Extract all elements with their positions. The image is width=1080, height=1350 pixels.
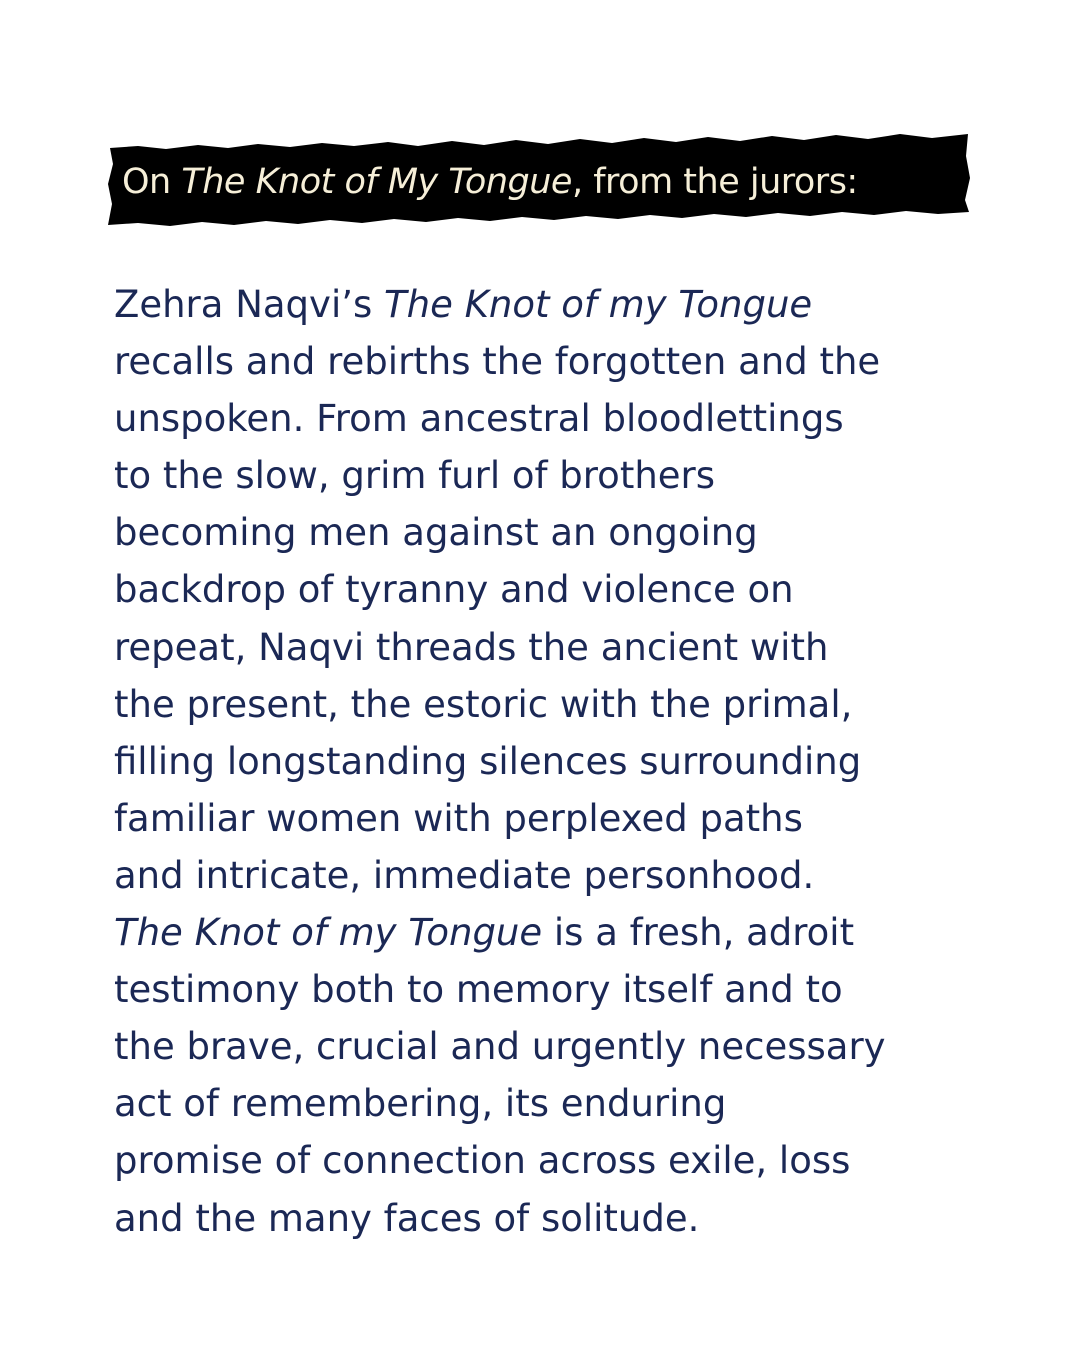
header-title <box>122 134 858 226</box>
citation-line: act of remembering, its enduring <box>114 1082 727 1126</box>
citation-line: and intricate, immediate personhood. <box>114 853 815 897</box>
citation-line: becoming men against an ongoing <box>114 511 758 555</box>
citation-line: recalls and rebirths the forgotten and the <box>114 340 881 384</box>
citation-line: backdrop of tyranny and violence on <box>114 568 794 612</box>
header-suffix: , from the jurors: <box>571 162 858 202</box>
citation-line: familiar women with perplexed paths <box>114 796 803 840</box>
header-book-title: The Knot of My Tongue <box>181 162 572 202</box>
citation-line: the present, the estoric with the primal, <box>114 682 853 726</box>
citation-line: filling longstanding silences surrounding <box>114 739 862 783</box>
citation-line: to the slow, grim furl of brothers <box>114 454 716 498</box>
citation-line: the brave, crucial and urgently necessary <box>114 1025 886 1069</box>
citation-line: The Knot of my Tongue is a fresh, adroit <box>114 911 855 955</box>
citation-line: and the many faces of solitude. <box>114 1196 700 1240</box>
citation-line: promise of connection across exile, loss <box>114 1139 851 1183</box>
citation-line: Zehra Naqvi’s The Knot of my Tongue <box>114 283 813 326</box>
header-prefix: On <box>122 162 182 202</box>
citation-line: repeat, Naqvi threads the ancient with <box>114 625 829 669</box>
citation-line: unspoken. From ancestral bloodlettings <box>114 397 844 441</box>
juror-citation <box>114 276 994 1247</box>
citation-line: testimony both to memory itself and to <box>114 968 843 1012</box>
juror-header <box>108 134 970 226</box>
